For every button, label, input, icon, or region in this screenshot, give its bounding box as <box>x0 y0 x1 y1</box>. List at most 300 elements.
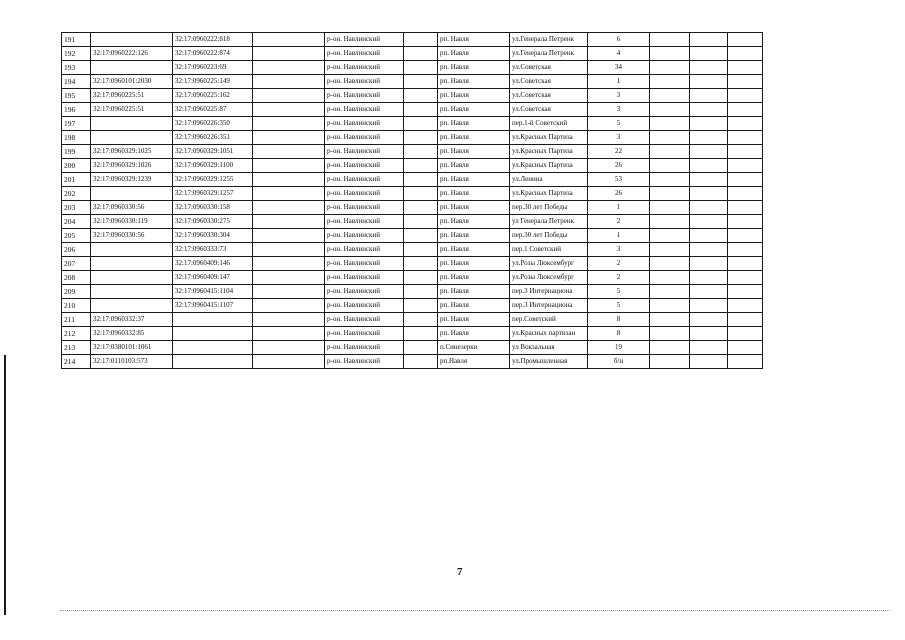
settlement-cell: рп. Навля <box>438 327 510 341</box>
row-number-cell: 212 <box>62 327 91 341</box>
table-row <box>62 355 763 369</box>
table-row <box>62 187 763 201</box>
empty-cell <box>650 229 690 243</box>
settlement-cell: рп. Навля <box>438 75 510 89</box>
cadastral-number-cell: 32:17:0960330:158 <box>173 201 253 215</box>
street-cell: ул.Розы Люксембург <box>510 271 588 285</box>
empty-cell <box>650 215 690 229</box>
empty-cell <box>690 285 728 299</box>
empty-cell <box>404 33 438 47</box>
empty-cell <box>690 75 728 89</box>
empty-cell <box>253 327 325 341</box>
house-number-cell: 53 <box>588 173 650 187</box>
row-number-cell: 192 <box>62 47 91 61</box>
empty-cell <box>253 299 325 313</box>
row-number-cell: 206 <box>62 243 91 257</box>
empty-cell <box>728 61 763 75</box>
settlement-cell: рп. Навля <box>438 117 510 131</box>
empty-cell <box>253 33 325 47</box>
empty-cell <box>404 201 438 215</box>
empty-cell <box>253 355 325 369</box>
empty-cell <box>404 243 438 257</box>
house-number-cell: 34 <box>588 61 650 75</box>
street-cell: ул.Красных Партиза <box>510 131 588 145</box>
cadastral-number-cell: 32:17:0960222:818 <box>173 33 253 47</box>
street-cell: ул.Красных Партиза <box>510 145 588 159</box>
table-row <box>62 131 763 145</box>
row-number-cell: 198 <box>62 131 91 145</box>
empty-cell <box>404 117 438 131</box>
settlement-cell: рп. Навля <box>438 89 510 103</box>
row-number-cell: 202 <box>62 187 91 201</box>
settlement-cell: п.Синезерки <box>438 341 510 355</box>
empty-cell <box>728 257 763 271</box>
empty-cell <box>650 243 690 257</box>
empty-cell <box>690 229 728 243</box>
empty-cell <box>690 355 728 369</box>
empty-cell <box>728 75 763 89</box>
district-cell: р-он. Навлинский <box>325 243 404 257</box>
empty-cell <box>690 47 728 61</box>
empty-cell <box>404 187 438 201</box>
house-number-cell: 2 <box>588 271 650 285</box>
cadastral-number-cell <box>173 327 253 341</box>
empty-cell <box>650 187 690 201</box>
row-number-cell: 197 <box>62 117 91 131</box>
empty-cell <box>253 159 325 173</box>
street-cell: ул.Генерала Петренк <box>510 47 588 61</box>
row-number-cell: 205 <box>62 229 91 243</box>
old-cadastral-number-cell: 32:17:0960330:119 <box>91 215 173 229</box>
empty-cell <box>728 117 763 131</box>
settlement-cell: рп. Навля <box>438 201 510 215</box>
cadastral-number-cell: 32:17:0960329:1257 <box>173 187 253 201</box>
empty-cell <box>404 215 438 229</box>
table-row <box>62 75 763 89</box>
settlement-cell: рп. Навля <box>438 145 510 159</box>
row-number-cell: 201 <box>62 173 91 187</box>
empty-cell <box>728 103 763 117</box>
cadastral-number-cell: 32:17:0960409:146 <box>173 257 253 271</box>
street-cell: ул.Красных Партиза <box>510 187 588 201</box>
row-number-cell: 209 <box>62 285 91 299</box>
empty-cell <box>404 299 438 313</box>
empty-cell <box>690 201 728 215</box>
empty-cell <box>253 285 325 299</box>
house-number-cell: 26 <box>588 159 650 173</box>
cadastral-number-cell: 32:17:0960225:87 <box>173 103 253 117</box>
old-cadastral-number-cell: 32:17:0110103:573 <box>91 355 173 369</box>
empty-cell <box>650 131 690 145</box>
empty-cell <box>690 313 728 327</box>
empty-cell <box>728 131 763 145</box>
empty-cell <box>404 131 438 145</box>
cadastral-number-cell: 32:17:0960329:1100 <box>173 159 253 173</box>
cadastral-number-cell: 32:17:0960415:1104 <box>173 285 253 299</box>
empty-cell <box>404 145 438 159</box>
street-cell: ул.Советская <box>510 61 588 75</box>
empty-cell <box>690 215 728 229</box>
street-cell: ул.Ленина <box>510 173 588 187</box>
settlement-cell: рп. Навля <box>438 131 510 145</box>
empty-cell <box>690 187 728 201</box>
district-cell: р-он. Навлинский <box>325 229 404 243</box>
empty-cell <box>690 173 728 187</box>
house-number-cell: 8 <box>588 313 650 327</box>
street-cell: ул Вокзальная <box>510 341 588 355</box>
empty-cell <box>690 299 728 313</box>
district-cell: р-он. Навлинский <box>325 47 404 61</box>
district-cell: р-он. Навлинский <box>325 313 404 327</box>
street-cell: ул.Генерала Петренк <box>510 33 588 47</box>
house-number-cell: б/н <box>588 355 650 369</box>
empty-cell <box>404 89 438 103</box>
house-number-cell: 22 <box>588 145 650 159</box>
empty-cell <box>650 299 690 313</box>
street-cell: пер.1 Советский <box>510 243 588 257</box>
empty-cell <box>253 243 325 257</box>
district-cell: р-он. Навлинский <box>325 215 404 229</box>
empty-cell <box>728 355 763 369</box>
street-cell: пер.3 Интернациона <box>510 299 588 313</box>
row-number-cell: 204 <box>62 215 91 229</box>
street-cell: ул.Розы Люксембург <box>510 257 588 271</box>
empty-cell <box>650 89 690 103</box>
table-row <box>62 313 763 327</box>
street-cell: ул.Советская <box>510 89 588 103</box>
empty-cell <box>690 159 728 173</box>
settlement-cell: рп. Навля <box>438 187 510 201</box>
empty-cell <box>728 201 763 215</box>
empty-cell <box>728 159 763 173</box>
old-cadastral-number-cell: 32:17:0960222:126 <box>91 47 173 61</box>
empty-cell <box>650 355 690 369</box>
empty-cell <box>404 341 438 355</box>
empty-cell <box>728 33 763 47</box>
empty-cell <box>650 117 690 131</box>
empty-cell <box>650 47 690 61</box>
empty-cell <box>253 229 325 243</box>
empty-cell <box>690 103 728 117</box>
old-cadastral-number-cell: 32:17:0960225:51 <box>91 89 173 103</box>
settlement-cell: рп. Навля <box>438 215 510 229</box>
table-row <box>62 341 763 355</box>
house-number-cell: 5 <box>588 117 650 131</box>
empty-cell <box>728 271 763 285</box>
cadastral-number-cell: 32:17:0960223:69 <box>173 61 253 75</box>
old-cadastral-number-cell: 32:17:0960329:1026 <box>91 159 173 173</box>
empty-cell <box>728 313 763 327</box>
row-number-cell: 211 <box>62 313 91 327</box>
scan-artifact-line <box>60 610 890 612</box>
settlement-cell: рп. Навля <box>438 229 510 243</box>
empty-cell <box>650 327 690 341</box>
empty-cell <box>650 271 690 285</box>
empty-cell <box>253 313 325 327</box>
empty-cell <box>253 341 325 355</box>
district-cell: р-он. Навлинский <box>325 75 404 89</box>
house-number-cell: 8 <box>588 327 650 341</box>
empty-cell <box>650 61 690 75</box>
old-cadastral-number-cell: 32:17:0960329:1239 <box>91 173 173 187</box>
empty-cell <box>404 61 438 75</box>
old-cadastral-number-cell <box>91 117 173 131</box>
empty-cell <box>690 89 728 103</box>
table-row <box>62 271 763 285</box>
district-cell: р-он. Навлинский <box>325 145 404 159</box>
district-cell: р-он. Навлинский <box>325 271 404 285</box>
row-number-cell: 196 <box>62 103 91 117</box>
table-row <box>62 243 763 257</box>
empty-cell <box>690 271 728 285</box>
row-number-cell: 203 <box>62 201 91 215</box>
house-number-cell: 2 <box>588 215 650 229</box>
row-number-cell: 194 <box>62 75 91 89</box>
cadastral-number-cell: 32:17:0960415:1107 <box>173 299 253 313</box>
empty-cell <box>253 201 325 215</box>
old-cadastral-number-cell <box>91 271 173 285</box>
district-cell: р-он. Навлинский <box>325 173 404 187</box>
street-cell: пер.30 лет Победы <box>510 201 588 215</box>
table-row <box>62 61 763 75</box>
empty-cell <box>690 117 728 131</box>
district-cell: р-он. Навлинский <box>325 327 404 341</box>
table-row <box>62 215 763 229</box>
cadastral-number-cell: 32:17:0960225:162 <box>173 89 253 103</box>
empty-cell <box>690 131 728 145</box>
empty-cell <box>253 103 325 117</box>
cadastral-number-cell: 32:17:0960330:304 <box>173 229 253 243</box>
cadastral-number-cell: 32:17:0960329:1051 <box>173 145 253 159</box>
empty-cell <box>404 47 438 61</box>
row-number-cell: 195 <box>62 89 91 103</box>
empty-cell <box>728 89 763 103</box>
old-cadastral-number-cell: 32:17:0960330:56 <box>91 201 173 215</box>
empty-cell <box>253 75 325 89</box>
settlement-cell: рп.Навля <box>438 355 510 369</box>
empty-cell <box>404 355 438 369</box>
house-number-cell: 1 <box>588 75 650 89</box>
empty-cell <box>728 229 763 243</box>
table-row <box>62 173 763 187</box>
empty-cell <box>690 243 728 257</box>
street-cell: ул Генерала Петренк <box>510 215 588 229</box>
cadastral-number-cell: 32:17:0960330:275 <box>173 215 253 229</box>
empty-cell <box>690 257 728 271</box>
street-cell: пер.Советский <box>510 313 588 327</box>
empty-cell <box>650 201 690 215</box>
district-cell: р-он. Навлинский <box>325 341 404 355</box>
row-number-cell: 210 <box>62 299 91 313</box>
settlement-cell: рп. Навля <box>438 243 510 257</box>
district-cell: р-он. Навлинский <box>325 117 404 131</box>
street-cell: ул.Промышленная <box>510 355 588 369</box>
old-cadastral-number-cell: 32:17:0960332:37 <box>91 313 173 327</box>
empty-cell <box>253 271 325 285</box>
empty-cell <box>728 215 763 229</box>
old-cadastral-number-cell <box>91 33 173 47</box>
cadastral-number-cell: 32:17:0960225:149 <box>173 75 253 89</box>
empty-cell <box>690 341 728 355</box>
row-number-cell: 207 <box>62 257 91 271</box>
settlement-cell: рп. Навля <box>438 173 510 187</box>
property-registry-table <box>61 32 763 369</box>
empty-cell <box>253 215 325 229</box>
old-cadastral-number-cell: 32:17:0960329:1025 <box>91 145 173 159</box>
empty-cell <box>253 187 325 201</box>
empty-cell <box>728 187 763 201</box>
settlement-cell: рп. Навля <box>438 103 510 117</box>
empty-cell <box>650 103 690 117</box>
row-number-cell: 199 <box>62 145 91 159</box>
settlement-cell: рп. Навля <box>438 285 510 299</box>
street-cell: ул.Красных партизан <box>510 327 588 341</box>
row-number-cell: 208 <box>62 271 91 285</box>
street-cell: пер.30 лет Победы <box>510 229 588 243</box>
old-cadastral-number-cell <box>91 285 173 299</box>
empty-cell <box>253 61 325 75</box>
empty-cell <box>253 117 325 131</box>
house-number-cell: 3 <box>588 243 650 257</box>
empty-cell <box>728 299 763 313</box>
settlement-cell: рп. Навля <box>438 313 510 327</box>
table-row <box>62 145 763 159</box>
old-cadastral-number-cell: 32:17:0380101:1061 <box>91 341 173 355</box>
empty-cell <box>253 89 325 103</box>
house-number-cell: 5 <box>588 299 650 313</box>
empty-cell <box>728 173 763 187</box>
settlement-cell: рп. Навля <box>438 47 510 61</box>
page-number: 7 <box>457 566 463 578</box>
table-row <box>62 47 763 61</box>
empty-cell <box>650 33 690 47</box>
settlement-cell: рп. Навля <box>438 159 510 173</box>
empty-cell <box>404 75 438 89</box>
empty-cell <box>253 173 325 187</box>
empty-cell <box>690 327 728 341</box>
old-cadastral-number-cell <box>91 243 173 257</box>
district-cell: р-он. Навлинский <box>325 285 404 299</box>
house-number-cell: 3 <box>588 131 650 145</box>
house-number-cell: 6 <box>588 33 650 47</box>
empty-cell <box>728 285 763 299</box>
district-cell: р-он. Навлинский <box>325 103 404 117</box>
district-cell: р-он. Навлинский <box>325 61 404 75</box>
district-cell: р-он. Навлинский <box>325 257 404 271</box>
settlement-cell: рп. Навля <box>438 33 510 47</box>
district-cell: р-он. Навлинский <box>325 299 404 313</box>
empty-cell <box>404 257 438 271</box>
house-number-cell: 19 <box>588 341 650 355</box>
street-cell: пер.3 Интернациона <box>510 285 588 299</box>
empty-cell <box>253 47 325 61</box>
old-cadastral-number-cell <box>91 187 173 201</box>
house-number-cell: 1 <box>588 229 650 243</box>
empty-cell <box>650 173 690 187</box>
street-cell: пер.1-й Советский <box>510 117 588 131</box>
empty-cell <box>690 33 728 47</box>
settlement-cell: рп. Навля <box>438 61 510 75</box>
empty-cell <box>728 243 763 257</box>
cadastral-number-cell <box>173 313 253 327</box>
empty-cell <box>404 327 438 341</box>
empty-cell <box>404 271 438 285</box>
district-cell: р-он. Навлинский <box>325 89 404 103</box>
settlement-cell: рп. Навля <box>438 257 510 271</box>
row-number-cell: 214 <box>62 355 91 369</box>
cadastral-number-cell: 32:17:0960409:147 <box>173 271 253 285</box>
old-cadastral-number-cell <box>91 299 173 313</box>
cadastral-number-cell <box>173 341 253 355</box>
house-number-cell: 3 <box>588 103 650 117</box>
row-number-cell: 200 <box>62 159 91 173</box>
row-number-cell: 213 <box>62 341 91 355</box>
district-cell: р-он. Навлинский <box>325 187 404 201</box>
empty-cell <box>650 75 690 89</box>
cadastral-number-cell: 32:17:0960329:1255 <box>173 173 253 187</box>
old-cadastral-number-cell <box>91 61 173 75</box>
empty-cell <box>728 145 763 159</box>
cadastral-number-cell: 32:17:0960222:874 <box>173 47 253 61</box>
empty-cell <box>650 341 690 355</box>
district-cell: р-он. Навлинский <box>325 33 404 47</box>
old-cadastral-number-cell: 32:17:0960332:85 <box>91 327 173 341</box>
cadastral-number-cell: 32:17:0960226:350 <box>173 117 253 131</box>
empty-cell <box>404 313 438 327</box>
empty-cell <box>253 131 325 145</box>
cadastral-number-cell: 32:17:0960226:351 <box>173 131 253 145</box>
house-number-cell: 3 <box>588 89 650 103</box>
empty-cell <box>690 61 728 75</box>
table-row <box>62 33 763 47</box>
district-cell: р-он. Навлинский <box>325 159 404 173</box>
house-number-cell: 4 <box>588 47 650 61</box>
empty-cell <box>728 327 763 341</box>
district-cell: р-он. Навлинский <box>325 201 404 215</box>
settlement-cell: рп. Навля <box>438 271 510 285</box>
old-cadastral-number-cell <box>91 131 173 145</box>
scan-edge-mark <box>4 355 6 615</box>
table-body <box>62 33 763 369</box>
table-row <box>62 103 763 117</box>
table-row <box>62 201 763 215</box>
old-cadastral-number-cell: 32:17:0960101:2030 <box>91 75 173 89</box>
empty-cell <box>728 47 763 61</box>
empty-cell <box>650 257 690 271</box>
empty-cell <box>650 313 690 327</box>
row-number-cell: 193 <box>62 61 91 75</box>
empty-cell <box>253 145 325 159</box>
settlement-cell: рп. Навля <box>438 299 510 313</box>
row-number-cell: 191 <box>62 33 91 47</box>
empty-cell <box>404 103 438 117</box>
table-row <box>62 257 763 271</box>
street-cell: ул.Советская <box>510 103 588 117</box>
table-row <box>62 159 763 173</box>
empty-cell <box>650 285 690 299</box>
table-row <box>62 117 763 131</box>
street-cell: ул.Советская <box>510 75 588 89</box>
house-number-cell: 2 <box>588 257 650 271</box>
old-cadastral-number-cell: 32:17:0960330:56 <box>91 229 173 243</box>
house-number-cell: 26 <box>588 187 650 201</box>
cadastral-number-cell <box>173 355 253 369</box>
empty-cell <box>690 145 728 159</box>
table-row <box>62 89 763 103</box>
empty-cell <box>650 159 690 173</box>
table-row <box>62 285 763 299</box>
old-cadastral-number-cell: 32:17:0960225:51 <box>91 103 173 117</box>
